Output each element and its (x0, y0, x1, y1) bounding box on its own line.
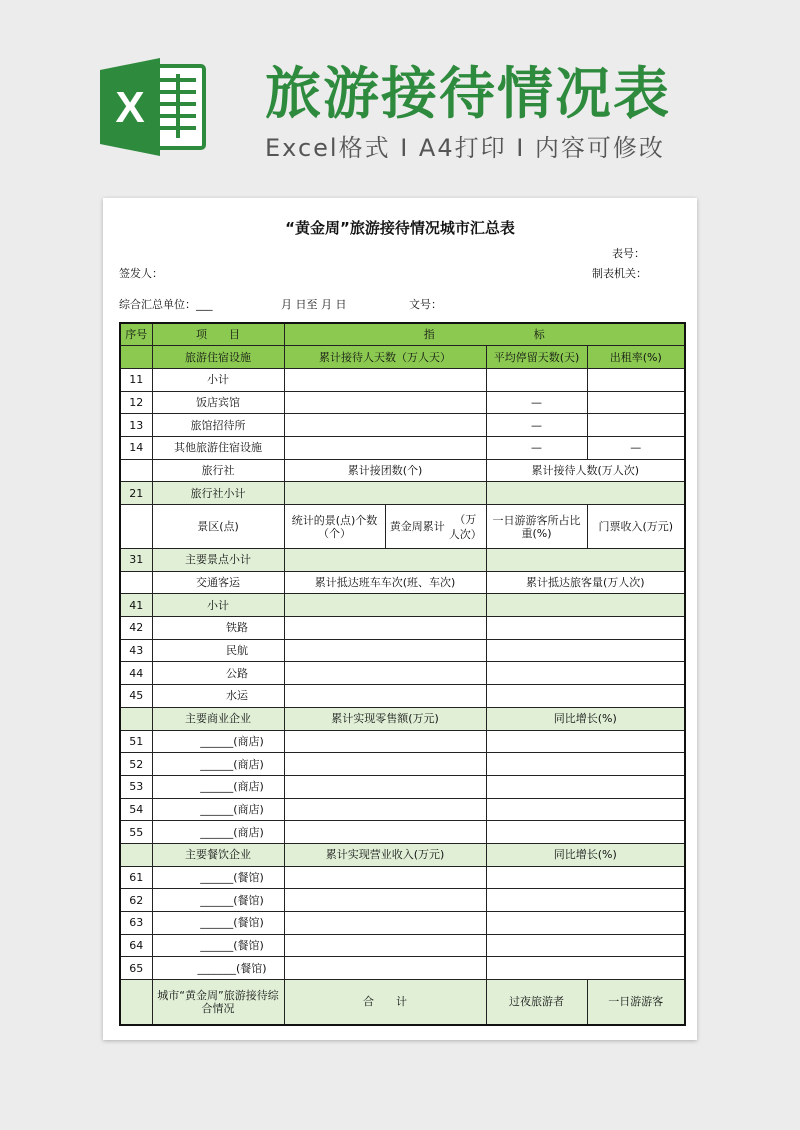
row-number: 55 (120, 821, 152, 844)
signer-label: 签发人： (119, 267, 163, 280)
table-cell[interactable] (284, 957, 486, 980)
scenic-col3: 一日游游客所占比重(%) (486, 505, 587, 549)
table-cell[interactable] (284, 934, 486, 957)
table-cell[interactable] (486, 934, 685, 957)
table-cell[interactable] (486, 821, 685, 844)
agency-label: 旅行社 (152, 459, 284, 482)
table-cell[interactable] (284, 482, 486, 505)
table-cell[interactable] (486, 866, 685, 889)
table-cell[interactable] (587, 391, 685, 414)
row-number: 31 (120, 549, 152, 572)
header-seq: 序号 (120, 323, 152, 346)
row-label: ______(餐馆) (152, 912, 284, 935)
commerce-col1: 累计实现零售额(万元) (284, 707, 486, 730)
table-row (120, 889, 685, 912)
row-number: 21 (120, 482, 152, 505)
row-label: ______(商店) (152, 730, 284, 753)
lodging-label: 旅游住宿设施 (152, 346, 284, 369)
scenic-header-row (120, 505, 685, 549)
table-cell[interactable] (284, 685, 486, 708)
transport-col1: 累计抵达班车车次(班、车次) (284, 571, 486, 594)
summary-day-trip: 一日游游客 (587, 980, 685, 1025)
table-cell[interactable] (486, 594, 685, 617)
table-row (120, 934, 685, 957)
document-number-label: 文号： (409, 298, 442, 311)
table-header-row (120, 323, 685, 346)
row-label: 公路 (152, 662, 284, 685)
table-number-label: 表号： (612, 247, 645, 260)
row-label: ______(商店) (152, 821, 284, 844)
row-number: 64 (120, 934, 152, 957)
row-number: 12 (120, 391, 152, 414)
summary-total: 合 计 (284, 980, 486, 1025)
table-cell[interactable] (486, 912, 685, 935)
table-cell[interactable] (486, 957, 685, 980)
header-item: 项 目 (152, 323, 284, 346)
transport-header-row (120, 571, 685, 594)
lodging-header-row (120, 346, 685, 369)
reception-table (119, 322, 686, 1026)
table-cell[interactable]: — (486, 414, 587, 437)
row-label: 铁路 (152, 617, 284, 640)
row-number: 41 (120, 594, 152, 617)
table-row (120, 866, 685, 889)
banner-title: 旅游接待情况表 (265, 62, 671, 127)
row-label: 主要景点小计 (152, 549, 284, 572)
scenic-label: 景区(点) (152, 505, 284, 549)
table-cell[interactable]: — (486, 391, 587, 414)
row-number: 52 (120, 753, 152, 776)
excel-logo-letter: X (115, 83, 145, 132)
table-row (120, 482, 685, 505)
agency-col2: 累计接待人数(万人次) (486, 459, 685, 482)
table-row (120, 436, 685, 459)
row-label: ______(商店) (152, 775, 284, 798)
table-cell[interactable] (486, 730, 685, 753)
table-cell[interactable] (284, 866, 486, 889)
dining-col2: 同比增长(%) (486, 843, 685, 866)
table-cell[interactable] (486, 549, 685, 572)
row-number: 14 (120, 436, 152, 459)
row-label: ______(商店) (152, 798, 284, 821)
row-label: 旅行社小计 (152, 482, 284, 505)
table-cell[interactable]: — (486, 436, 587, 459)
table-cell[interactable] (284, 414, 486, 437)
table-cell[interactable] (284, 391, 486, 414)
table-row (120, 594, 685, 617)
row-label: 旅馆招待所 (152, 414, 284, 437)
table-cell[interactable] (486, 662, 685, 685)
table-cell[interactable] (284, 639, 486, 662)
lodging-col3: 出租率(%) (587, 346, 685, 369)
scenic-col4: 门票收入(万元) (587, 505, 685, 549)
row-number: 62 (120, 889, 152, 912)
table-row (120, 414, 685, 437)
row-label: 其他旅游住宿设施 (152, 436, 284, 459)
commerce-label: 主要商业企业 (152, 707, 284, 730)
table-row (120, 957, 685, 980)
scenic-col2: 黄金周累计 （万 人次） (385, 505, 486, 549)
table-cell[interactable] (284, 798, 486, 821)
table-cell[interactable] (486, 368, 587, 391)
table-cell[interactable] (284, 775, 486, 798)
issuer-label: 制表机关： (592, 267, 647, 280)
row-label: ______(商店) (152, 753, 284, 776)
table-row (120, 617, 685, 640)
table-cell[interactable] (486, 685, 685, 708)
row-number: 13 (120, 414, 152, 437)
row-label: 水运 (152, 685, 284, 708)
table-row (120, 549, 685, 572)
table-cell[interactable] (284, 662, 486, 685)
agency-header-row (120, 459, 685, 482)
table-row (120, 798, 685, 821)
row-number: 61 (120, 866, 152, 889)
row-number: 54 (120, 798, 152, 821)
row-number: 44 (120, 662, 152, 685)
table-row (120, 368, 685, 391)
table-row (120, 821, 685, 844)
table-row (120, 662, 685, 685)
row-number: 63 (120, 912, 152, 935)
table-cell[interactable] (284, 912, 486, 935)
dining-col1: 累计实现营业收入(万元) (284, 843, 486, 866)
table-cell[interactable] (486, 482, 685, 505)
table-cell[interactable] (486, 775, 685, 798)
table-row (120, 685, 685, 708)
table-row (120, 391, 685, 414)
date-range-label: 月 日至 月 日 (281, 298, 347, 311)
row-number: 43 (120, 639, 152, 662)
table-cell[interactable] (486, 798, 685, 821)
dining-header-row (120, 843, 685, 866)
row-label: ______(餐馆) (152, 889, 284, 912)
table-cell[interactable] (284, 617, 486, 640)
scenic-col1: 统计的景(点)个数（个） (284, 505, 385, 549)
row-number: 51 (120, 730, 152, 753)
table-cell[interactable] (284, 821, 486, 844)
transport-label: 交通客运 (152, 571, 284, 594)
lodging-col1: 累计接待人天数（万人天） (284, 346, 486, 369)
unit-label: 综合汇总单位：___ (119, 298, 213, 311)
header-index: 指 标 (284, 323, 685, 346)
table-cell[interactable] (587, 368, 685, 391)
row-label: 饭店宾馆 (152, 391, 284, 414)
table-row (120, 639, 685, 662)
table-row (120, 730, 685, 753)
table-cell[interactable] (284, 730, 486, 753)
table-cell[interactable] (486, 639, 685, 662)
row-label: ______(餐馆) (152, 866, 284, 889)
table-cell[interactable] (284, 436, 486, 459)
row-label: _______(餐馆) (152, 957, 284, 980)
row-number: 45 (120, 685, 152, 708)
lodging-col2: 平均停留天数(天) (486, 346, 587, 369)
table-cell[interactable] (284, 753, 486, 776)
document-title: “黄金周”旅游接待情况城市汇总表 (285, 219, 515, 237)
table-row (120, 775, 685, 798)
row-label: 小计 (152, 368, 284, 391)
banner-subtitle: Excel格式 I A4打印 I 内容可修改 (265, 134, 665, 162)
summary-row (120, 980, 685, 1025)
agency-col1: 累计接团数(个) (284, 459, 486, 482)
row-number: 65 (120, 957, 152, 980)
row-label: 民航 (152, 639, 284, 662)
table-cell[interactable] (486, 753, 685, 776)
summary-overnight: 过夜旅游者 (486, 980, 587, 1025)
table-cell[interactable] (284, 549, 486, 572)
table-cell[interactable] (486, 617, 685, 640)
row-label: ______(餐馆) (152, 934, 284, 957)
table-row (120, 912, 685, 935)
document-sheet (103, 198, 697, 1040)
excel-logo-icon (100, 58, 208, 156)
row-number: 42 (120, 617, 152, 640)
row-label: 小计 (152, 594, 284, 617)
row-number: 11 (120, 368, 152, 391)
summary-label: 城市“黄金周”旅游接待综合情况 (152, 980, 284, 1025)
table-cell[interactable] (486, 889, 685, 912)
commerce-col2: 同比增长(%) (486, 707, 685, 730)
table-row (120, 753, 685, 776)
table-cell[interactable] (284, 594, 486, 617)
table-cell[interactable] (284, 889, 486, 912)
dining-label: 主要餐饮企业 (152, 843, 284, 866)
table-cell[interactable] (284, 368, 486, 391)
transport-col2: 累计抵达旅客量(万人次) (486, 571, 685, 594)
commerce-header-row (120, 707, 685, 730)
table-cell[interactable]: — (587, 436, 685, 459)
table-cell[interactable] (587, 414, 685, 437)
row-number: 53 (120, 775, 152, 798)
